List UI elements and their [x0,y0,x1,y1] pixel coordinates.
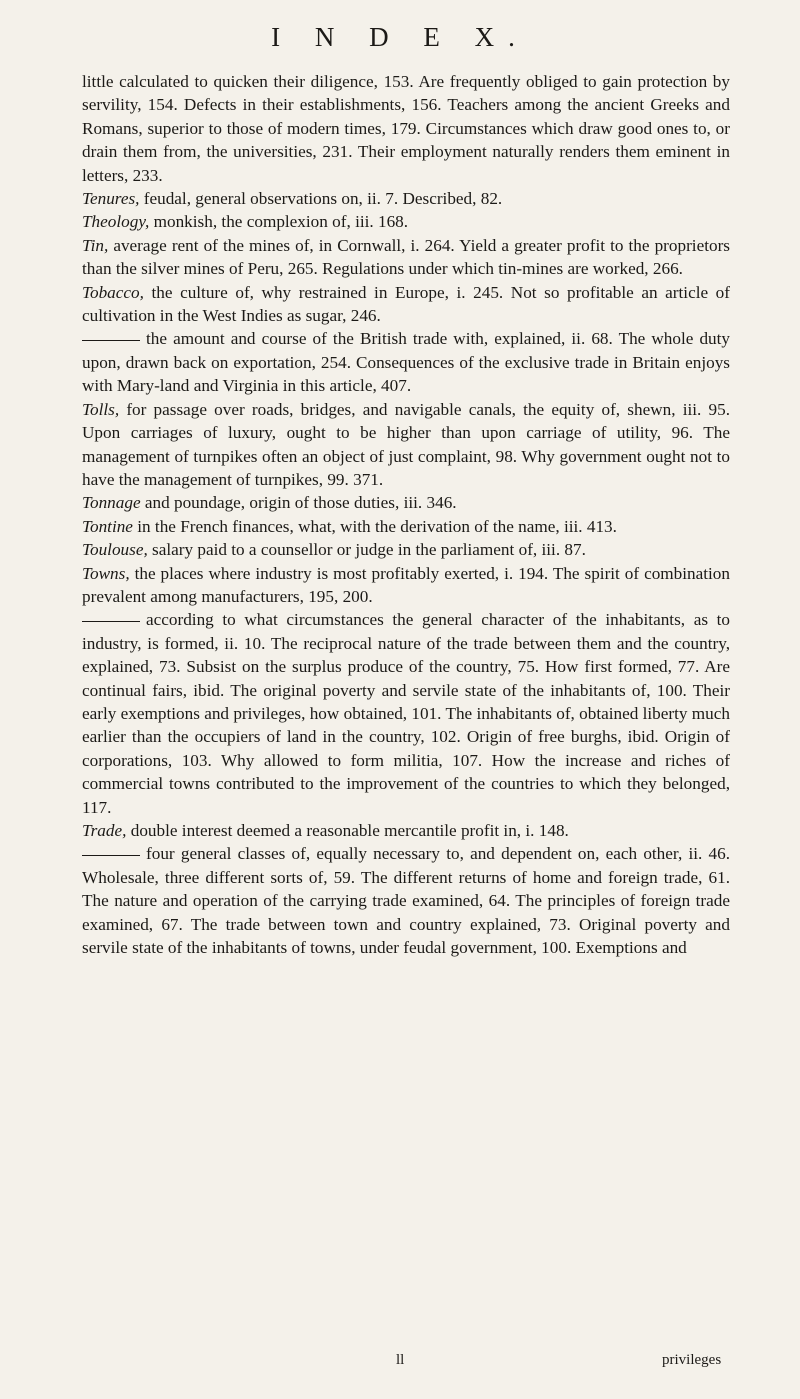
continuation-dash [82,855,140,856]
index-term: Towns, [82,563,130,583]
index-text: and poundage, origin of those duties, iii. 346. [140,493,457,513]
index-entry [82,281,730,328]
catchword: privileges [662,1352,722,1368]
index-entry [82,70,730,187]
index-term: Tenures, [82,189,140,209]
signature-mark: ll [396,1352,405,1368]
index-text: feudal, general observations on, ii. 7. Described, 82. [139,189,503,209]
index-entry [82,819,730,842]
page-footer [0,1352,800,1376]
index-term: Theology, [82,212,150,232]
continuation-dash [82,621,140,622]
index-text: according to what circumstances the general character of the inhabitants, as to industry, is formed, ii. 10. The reciprocal nature of the trade between them and the country, explained, 73. Subsist on the surplus produce of the country, 75. How first formed, 77. Are continual fairs, ibid. The original poverty and servile state of the inhabitants of, 100. Their early exemptions and privileges, how obtained, 101. The inhabitants of, obtained liberty much earlier than the occupiers of land in the country, 102. Origin of free burghs, ibid. Origin of corporations, 103. Why allowed to form militia, 107. How the increase and riches of commercial towns contributed to the improvement of the countries to which they belonged, 117. [82,610,730,817]
index-entry [82,515,730,538]
index-entries [82,70,730,959]
index-text: monkish, the complexion of, iii. 168. [149,212,409,232]
continuation-dash [82,340,140,341]
index-text: the amount and course of the British trade with, explained, ii. 68. The whole duty upon, drawn back on exportation, 254. Consequences of the exclusive trade in Britain enjoys with Mary-land and Virginia in this article, 407. [82,329,730,396]
page-header: I N D E X. [271,22,529,52]
index-entry [82,210,730,233]
index-term: Tonnage [82,493,141,513]
index-entry [82,327,730,397]
index-text: average rent of the mines of, in Cornwall, i. 264. Yield a greater profit to the proprietors than the silver mines of Peru, 265. Regulations under which tin-mines are worked, 266. [82,235,730,279]
index-text: for passage over roads, bridges, and navigable canals, the equity of, shewn, iii. 95. Upon carriages of luxury, ought to be higher than upon carriage of utility, 96. The management of turnpikes often an object of just complaint, 98. Why government ought not to have the management of turnpikes, 99. 371. [82,399,730,489]
index-text: four general classes of, equally necessary to, and dependent on, each other, ii. 46. Wholesale, three different sorts of, 59. The different returns of home and foreign trade, 61. The nature and operation of the carrying trade examined, 64. The principles of foreign trade examined, 67. The trade between town and country explained, 73. Original poverty and servile state of the inhabitants of towns, under feudal government, 100. Exemptions and [82,844,730,958]
index-text: salary paid to a counsellor or judge in the parliament of, iii. 87. [147,540,586,560]
index-text: the places where industry is most profitably exerted, i. 194. The spirit of combination prevalent among manufacturers, 195, 200. [82,563,730,606]
index-term: Tobacco, [82,282,144,302]
index-text: in the French finances, what, with the derivation of the name, iii. 413. [132,516,617,536]
index-term: Tolls, [82,399,120,419]
index-text: little calculated to quicken their diligence, 153. Are frequently obliged to gain protection by servility, 154. Defects in their establishments, 156. Teachers among the ancient Greeks and Romans, superior to those of modern times, 179. Circumstances which draw good ones to, or drain them from, the universities, 231. Their employment naturally renders them eminent in letters, 233. [82,72,730,185]
index-text: the culture of, why restrained in Europe, i. 245. Not so profitable an article of cultivation in the West Indies as sugar, 246. [82,282,730,326]
index-term: Trade, [82,821,127,840]
index-entry [82,562,730,609]
index-term: Tontine [82,516,133,536]
index-text: double interest deemed a reasonable mercantile profit in, i. 148. [126,821,569,840]
index-term: Toulouse, [82,540,148,560]
index-entry [82,398,730,492]
index-entry [82,608,730,819]
index-term: Tin, [82,235,109,255]
index-entry [82,491,730,514]
index-entry [82,538,730,561]
index-entry [82,187,730,210]
index-entry [82,842,730,959]
index-entry [82,234,730,281]
